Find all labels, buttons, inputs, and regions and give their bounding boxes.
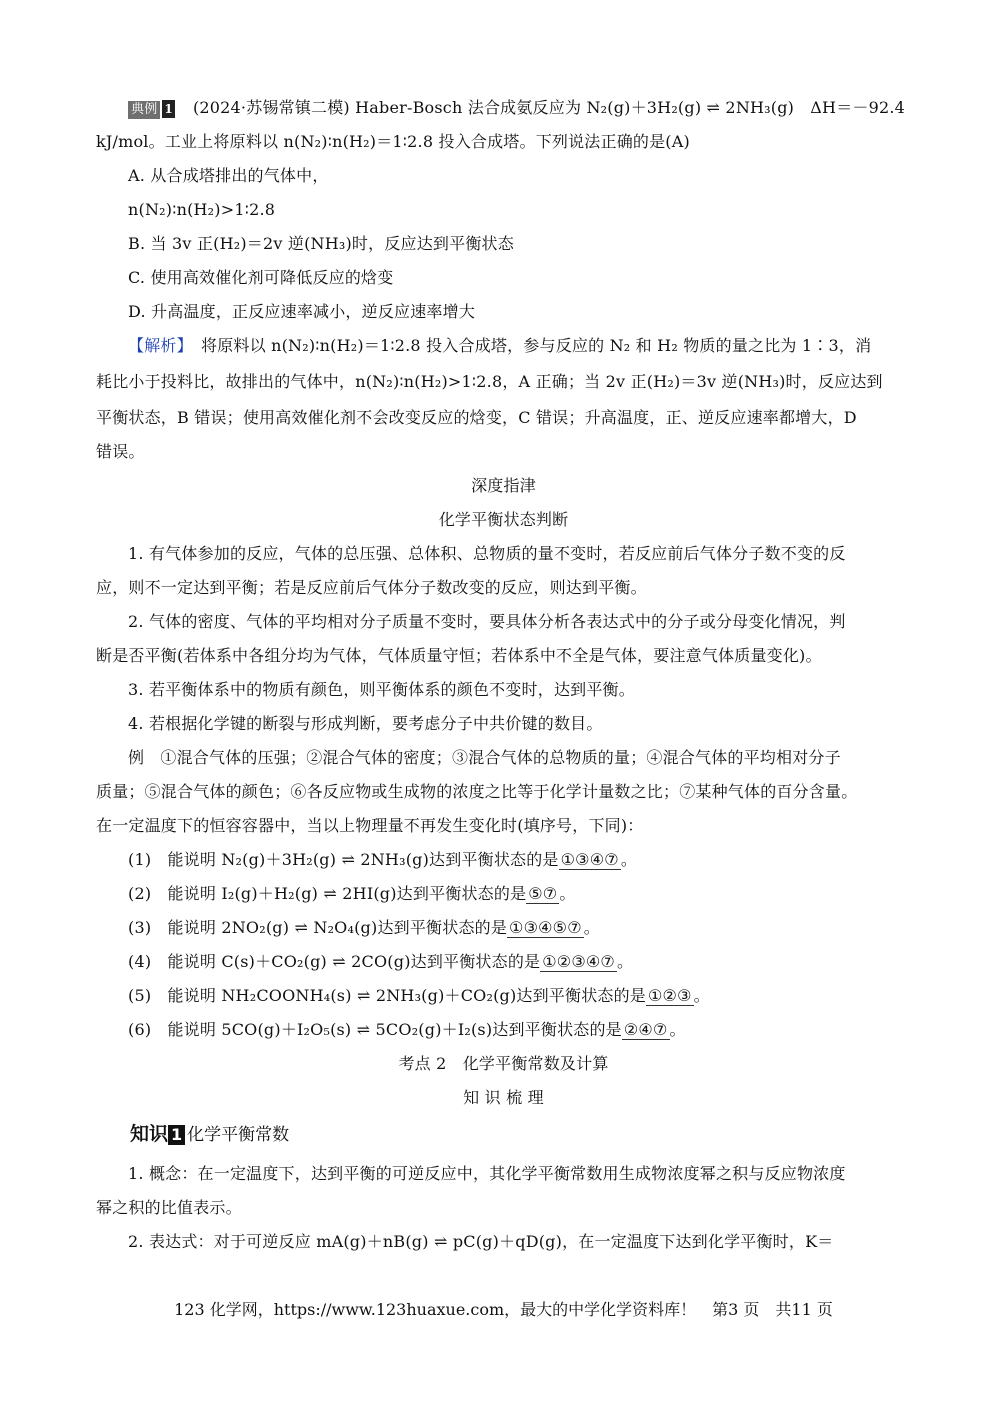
page-footer: 123 化学网，https://www.123huaxue.com，最大的中学化学资料库！ 第3 页 共11 页: [174, 1300, 833, 1319]
option-b: B. 当 3v 正(H₂)＝2v 逆(NH₃)时，反应达到平衡状态: [128, 234, 514, 253]
example-badge: 典例: [128, 101, 160, 119]
guide-point-2a: 2. 气体的密度、气体的平均相对分子质量不变时，要具体分析各表达式中的分子或分母变化情况，判: [128, 612, 846, 631]
example-badge-number: 1: [164, 102, 173, 116]
guide-example-b: 质量；⑤混合气体的颜色；⑥各反应物或生成物的浓度之比等于化学计量数之比；⑦某种气体的百分含量。: [96, 782, 858, 801]
answer-blank: ①③④⑦: [560, 850, 619, 869]
knowledge-heading: [130, 1123, 289, 1146]
answer-blank: ⑤⑦: [528, 884, 558, 903]
knowledge-title: 化学平衡常数: [187, 1125, 290, 1145]
knowledge-point-2: 2. 表达式：对于可逆反应 mA(g)＋nB(g) ⇌ pC(g)＋qD(g)，在一定温度下达到化学平衡时，K＝: [128, 1232, 834, 1251]
guide-point-2b: 断是否平衡(若体系中各组分均为气体，气体质量守恒；若体系中不全是气体，要注意气体质量变化)。: [96, 646, 822, 665]
list-item: (3) 能说明 2NO₂(g) ⇌ N₂O₄(g)达到平衡状态的是 ①③④⑤⑦ 。: [128, 918, 600, 937]
example-header: [128, 98, 911, 119]
guide-example-c: 在一定温度下的恒容容器中，当以上物理量不再发生变化时(填序号，下同)：: [96, 816, 644, 835]
answer-blank: ①②③④⑦: [542, 952, 615, 971]
knowledge-number: 1: [168, 1125, 185, 1145]
analysis-line-1: 【解析】 将原料以 n(N₂)∶n(H₂)＝1∶2.8 投入合成塔，参与反应的 N₂ 和 H₂ 物质的量之比为 1∶3，消: [128, 336, 872, 355]
list-item: (2) 能说明 I₂(g)＋H₂(g) ⇌ 2HI(g)达到平衡状态的是 ⑤⑦ 。: [128, 884, 576, 903]
answer-blank: ②④⑦: [623, 1020, 668, 1039]
kaodian-subtitle: 知 识 梳 理: [463, 1088, 544, 1107]
knowledge-point-1b: 幂之积的比值表示。: [96, 1198, 242, 1217]
guide-title: 深度指津: [471, 476, 536, 495]
example-question-line-2: kJ/mol。工业上将原料以 n(N₂)∶n(H₂)＝1∶2.8 投入合成塔。下列说法正确的是(A): [96, 132, 690, 151]
guide-point-1b: 应，则不一定达到平衡；若是反应前后气体分子数改变的反应，则达到平衡。: [96, 578, 647, 597]
option-d: D. 升高温度，正反应速率减小，逆反应速率增大: [128, 302, 476, 321]
guide-point-4: 4. 若根据化学键的断裂与形成判断，要考虑分子中共价键的数目。: [128, 714, 603, 733]
guide-example-a: 例 ①混合气体的压强；②混合气体的密度；③混合气体的总物质的量；④混合气体的平均相对分子: [128, 748, 841, 767]
option-a-cont: n(N₂)∶n(H₂)>1∶2.8: [128, 200, 276, 219]
list-item: (1) 能说明 N₂(g)＋3H₂(g) ⇌ 2NH₃(g)达到平衡状态的是 ①③④⑦ 。: [128, 850, 638, 869]
knowledge-point-1a: 1. 概念：在一定温度下，达到平衡的可逆反应中，其化学平衡常数用生成物浓度幂之积与反应物浓度: [128, 1164, 846, 1183]
knowledge-tag: 知识: [130, 1123, 169, 1145]
analysis-label: 【解析】: [128, 336, 185, 355]
option-a: A. 从合成塔排出的气体中，: [128, 166, 329, 185]
list-item: (6) 能说明 5CO(g)＋I₂O₅(s) ⇌ 5CO₂(g)＋I₂(s)达到平衡状态的是 ②④⑦ 。: [128, 1020, 686, 1039]
example-question-line-1: (2024·苏锡常镇二模) Haber-Bosch 法合成氨反应为 N₂(g)＋3H₂(g) ⇌ 2NH₃(g) ΔH＝－92.4: [192, 98, 906, 117]
guide-point-3: 3. 若平衡体系中的物质有颜色，则平衡体系的颜色不变时，达到平衡。: [128, 680, 635, 699]
kaodian-title: 考点 2 化学平衡常数及计算: [398, 1054, 609, 1073]
guide-point-1a: 1. 有气体参加的反应，气体的总压强、总体积、总物质的量不变时，若反应前后气体分子数不变的反: [128, 544, 846, 563]
answer-blank: ①③④⑤⑦: [509, 918, 582, 937]
guide-subtitle: 化学平衡状态判断: [438, 510, 569, 529]
answer-blank: ①②③: [648, 986, 692, 1005]
list-item: (5) 能说明 NH₂COONH₄(s) ⇌ 2NH₃(g)＋CO₂(g)达到平衡状态的是 ①②③ 。: [128, 986, 710, 1005]
analysis-line-3: 平衡状态，B 错误；使用高效催化剂不会改变反应的焓变，C 错误；升高温度，正、逆反应速率都增大，D: [96, 408, 857, 427]
list-item: (4) 能说明 C(s)＋CO₂(g) ⇌ 2CO(g)达到平衡状态的是 ①②③④⑦ 。: [128, 952, 634, 971]
analysis-line-2: 耗比小于投料比，故排出的气体中，n(N₂)∶n(H₂)>1∶2.8，A 正确；当 2v 正(H₂)＝3v 逆(NH₃)时，反应达到: [96, 372, 883, 391]
option-c: C. 使用高效催化剂可降低反应的焓变: [128, 268, 394, 287]
analysis-line-4: 错误。: [96, 442, 145, 461]
